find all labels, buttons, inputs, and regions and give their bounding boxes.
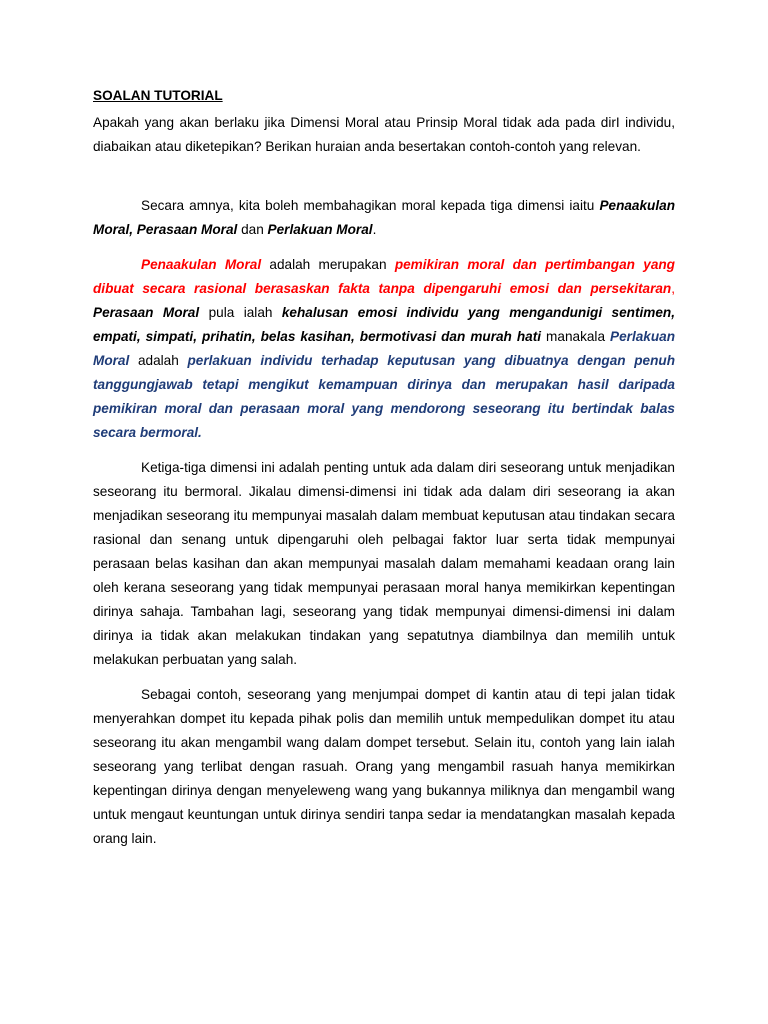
p1-intro-text: Secara amnya, kita boleh membahagikan moral kepada tiga dimensi iaitu <box>141 198 600 213</box>
p1-dan: dan <box>237 222 268 237</box>
p2-text-4: adalah <box>129 353 188 368</box>
p2-text-1: adalah merupakan <box>261 257 395 272</box>
p2-comma: , <box>671 281 675 296</box>
p2-text-2: pula ialah <box>199 305 282 320</box>
paragraph-dimensions-intro <box>93 194 675 242</box>
document-page <box>93 84 675 851</box>
term-perlakuan-moral: Perlakuan Moral <box>93 329 676 368</box>
term-perasaan-moral: Perasaan Moral <box>93 305 200 320</box>
definition-perasaan: kehalusan emosi individu yang mengandunigi sentimen, empati, simpati, prihatin, belas kasihan, bermotivasi dan murah hati <box>93 305 675 344</box>
p1-terms-b: Perlakuan Moral <box>267 222 373 237</box>
definition-penaakulan: pemikiran moral dan pertimbangan yang dibuat secara rasional berasaskan fakta tanpa dipengaruhi emosi dan persekitaran <box>93 257 675 296</box>
tutorial-question: Apakah yang akan berlaku jika Dimensi Moral atau Prinsip Moral tidak ada pada dirI individu, diabaikan atau diketepikan? Berikan huraian anda besertakan contoh-contoh yang relevan. <box>93 115 675 154</box>
paragraph-definitions <box>93 253 675 445</box>
paragraph-importance: Ketiga-tiga dimensi ini adalah penting untuk ada dalam diri seseorang untuk menjadikan seseorang itu bermoral. Jikalau dimensi-dimensi ini tidak ada dalam diri seseorang ia akan menjadikan seseorang itu mempunyai masalah dalam membuat keputusan atau tindakan secara rasional dan senang untuk dipengaruhi oleh pelbagai faktor luar serta tidak mempunyai perasaan belas kasihan dan akan mempunyai masalah dalam memahami keadaan orang lain oleh kerana seseorang yang tidak mempunyai perasaan moral hanya memikirkan kepentingan dirinya sahaja. Tambahan lagi, seseorang yang tidak mempunyai dimensi-dimensi ini dalam dirinya ia tidak akan melakukan tindakan yang sepatutnya diambilnya dan memilih untuk melakukan perbuatan yang salah. <box>93 460 675 667</box>
paragraph-examples: Sebagai contoh, seseorang yang menjumpai dompet di kantin atau di tepi jalan tidak menyerahkan dompet itu kepada pihak polis dan memilih untuk mempedulikan dompet itu atau seseorang itu akan mengambil wang dalam dompet tersebut. Selain itu, contoh yang lain ialah seseorang yang terlibat dengan rasuah. Orang yang mengambil rasuah hanya memikirkan kepentingan dirinya dengan menyeleweng wang yang bukannya miliknya dan mengambil wang untuk mengaut keuntungan untuk dirinya sendiri tanpa sedar ia mendatangkan masalah kepada orang lain. <box>93 687 675 846</box>
p1-terms-a: Penaakulan Moral, Perasaan Moral <box>93 198 675 237</box>
definition-perlakuan: perlakuan individu terhadap keputusan yang dibuatnya dengan penuh tanggungjawab tetapi mengikut kemampuan dirinya dan merupakan hasil daripada pemikiran moral dan perasaan moral yang mendorong seseorang itu bertindak balas secara bermoral. <box>93 353 676 440</box>
p1-period: . <box>372 222 377 237</box>
p2-text-3: manakala <box>541 329 611 344</box>
term-penaakulan-moral: Penaakulan Moral <box>141 257 262 272</box>
document-title: SOALAN TUTORIAL <box>93 88 223 103</box>
